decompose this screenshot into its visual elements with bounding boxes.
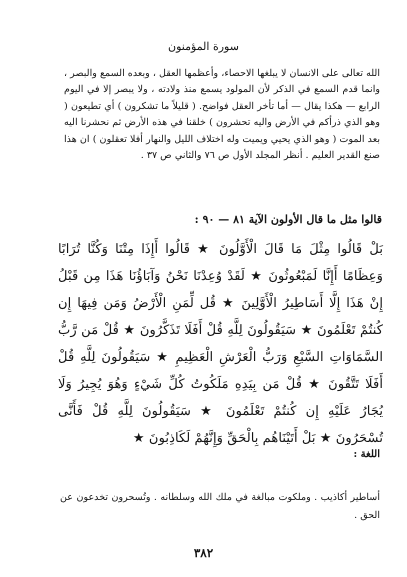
surah-title: سورة المؤمنون (168, 40, 239, 53)
vocabulary-heading: اللغة : (353, 449, 380, 460)
commentary-paragraph: الله تعالى على الانسان لا يبلغها الاحصاء، وأعظمها العقل ، وبعده السمع والبصر ، وانما قدم السمع في الذكر لأن المولود يسمع منذ ولادته ، ولا يبصر إلا في اليوم الرابع — هكذا يقال — أما تأخر العقل فواضح. ( قليلاً ما تشكرون ) أي تطيعون ( وهو الذي ذرأكم في الأرض واليه تحشرون ) خلقنا في هذه الأرض ثم نحشرنا اليه بعد الموت ( وهو الذي يحيي ويميت وله اختلاف الليل والنهار أفلا تعقلون ) ان هذا صنع القدير العليم . أنظر المجلد الأول ص ٧٦ والثاني ص ٣٧ . (64, 68, 380, 162)
quran-verses-text: بَلْ قَالُوا مِثْلَ مَا قَالَ الْأَوَّلُونَ ★ قَالُوا أَإِذَا مِتْنَا وَكُنَّا تُرَابًا وَعِظَامًا أَإِنَّا لَمَبْعُوثُونَ ★ لَقَدْ وُعِدْنَا نَحْنُ وَآبَاؤُنَا هَذَا مِن قَبْلُ إِنْ هَذَا إِلَّا أَسَاطِيرُ الْأَوَّلِينَ ★ قُل لِّمَنِ الْأَرْضُ وَمَن فِيهَا إِن كُنتُمْ تَعْلَمُونَ ★ سَيَقُولُونَ لِلَّهِ قُلْ أَفَلَا تَذَكَّرُونَ ★ قُلْ مَن رَّبُّ السَّمَاوَاتِ السَّبْعِ وَرَبُّ الْعَرْشِ الْعَظِيمِ ★ سَيَقُولُونَ لِلَّهِ قُلْ أَفَلَا تَتَّقُونَ ★ قُلْ مَن بِيَدِهِ مَلَكُوتُ كُلِّ شَيْءٍ وَهُوَ يُجِيرُ وَلَا يُجَارُ عَلَيْهِ إِن كُنتُمْ تَعْلَمُونَ ★ سَيَقُولُونَ لِلَّهِ قُلْ فَأَنَّى تُسْحَرُونَ ★ بَلْ أَتَيْنَاهُم بِالْحَقِّ وَإِنَّهُمْ لَكَاذِبُونَ ★ (58, 242, 383, 446)
commentary-block (64, 66, 380, 164)
page-number: ٣٨٢ (193, 546, 214, 560)
section-heading: قالوا مثل ما قال الأولون الآية ٨١ — ٩٠ : (194, 213, 382, 226)
vocabulary-block (60, 489, 380, 525)
vocabulary-text: أساطير أكاذيب . وملكوت مبالغة في ملك الله وسلطانه . وتُسحرون تخدعون عن الحق . (60, 492, 380, 521)
quran-verses-block (58, 236, 383, 452)
